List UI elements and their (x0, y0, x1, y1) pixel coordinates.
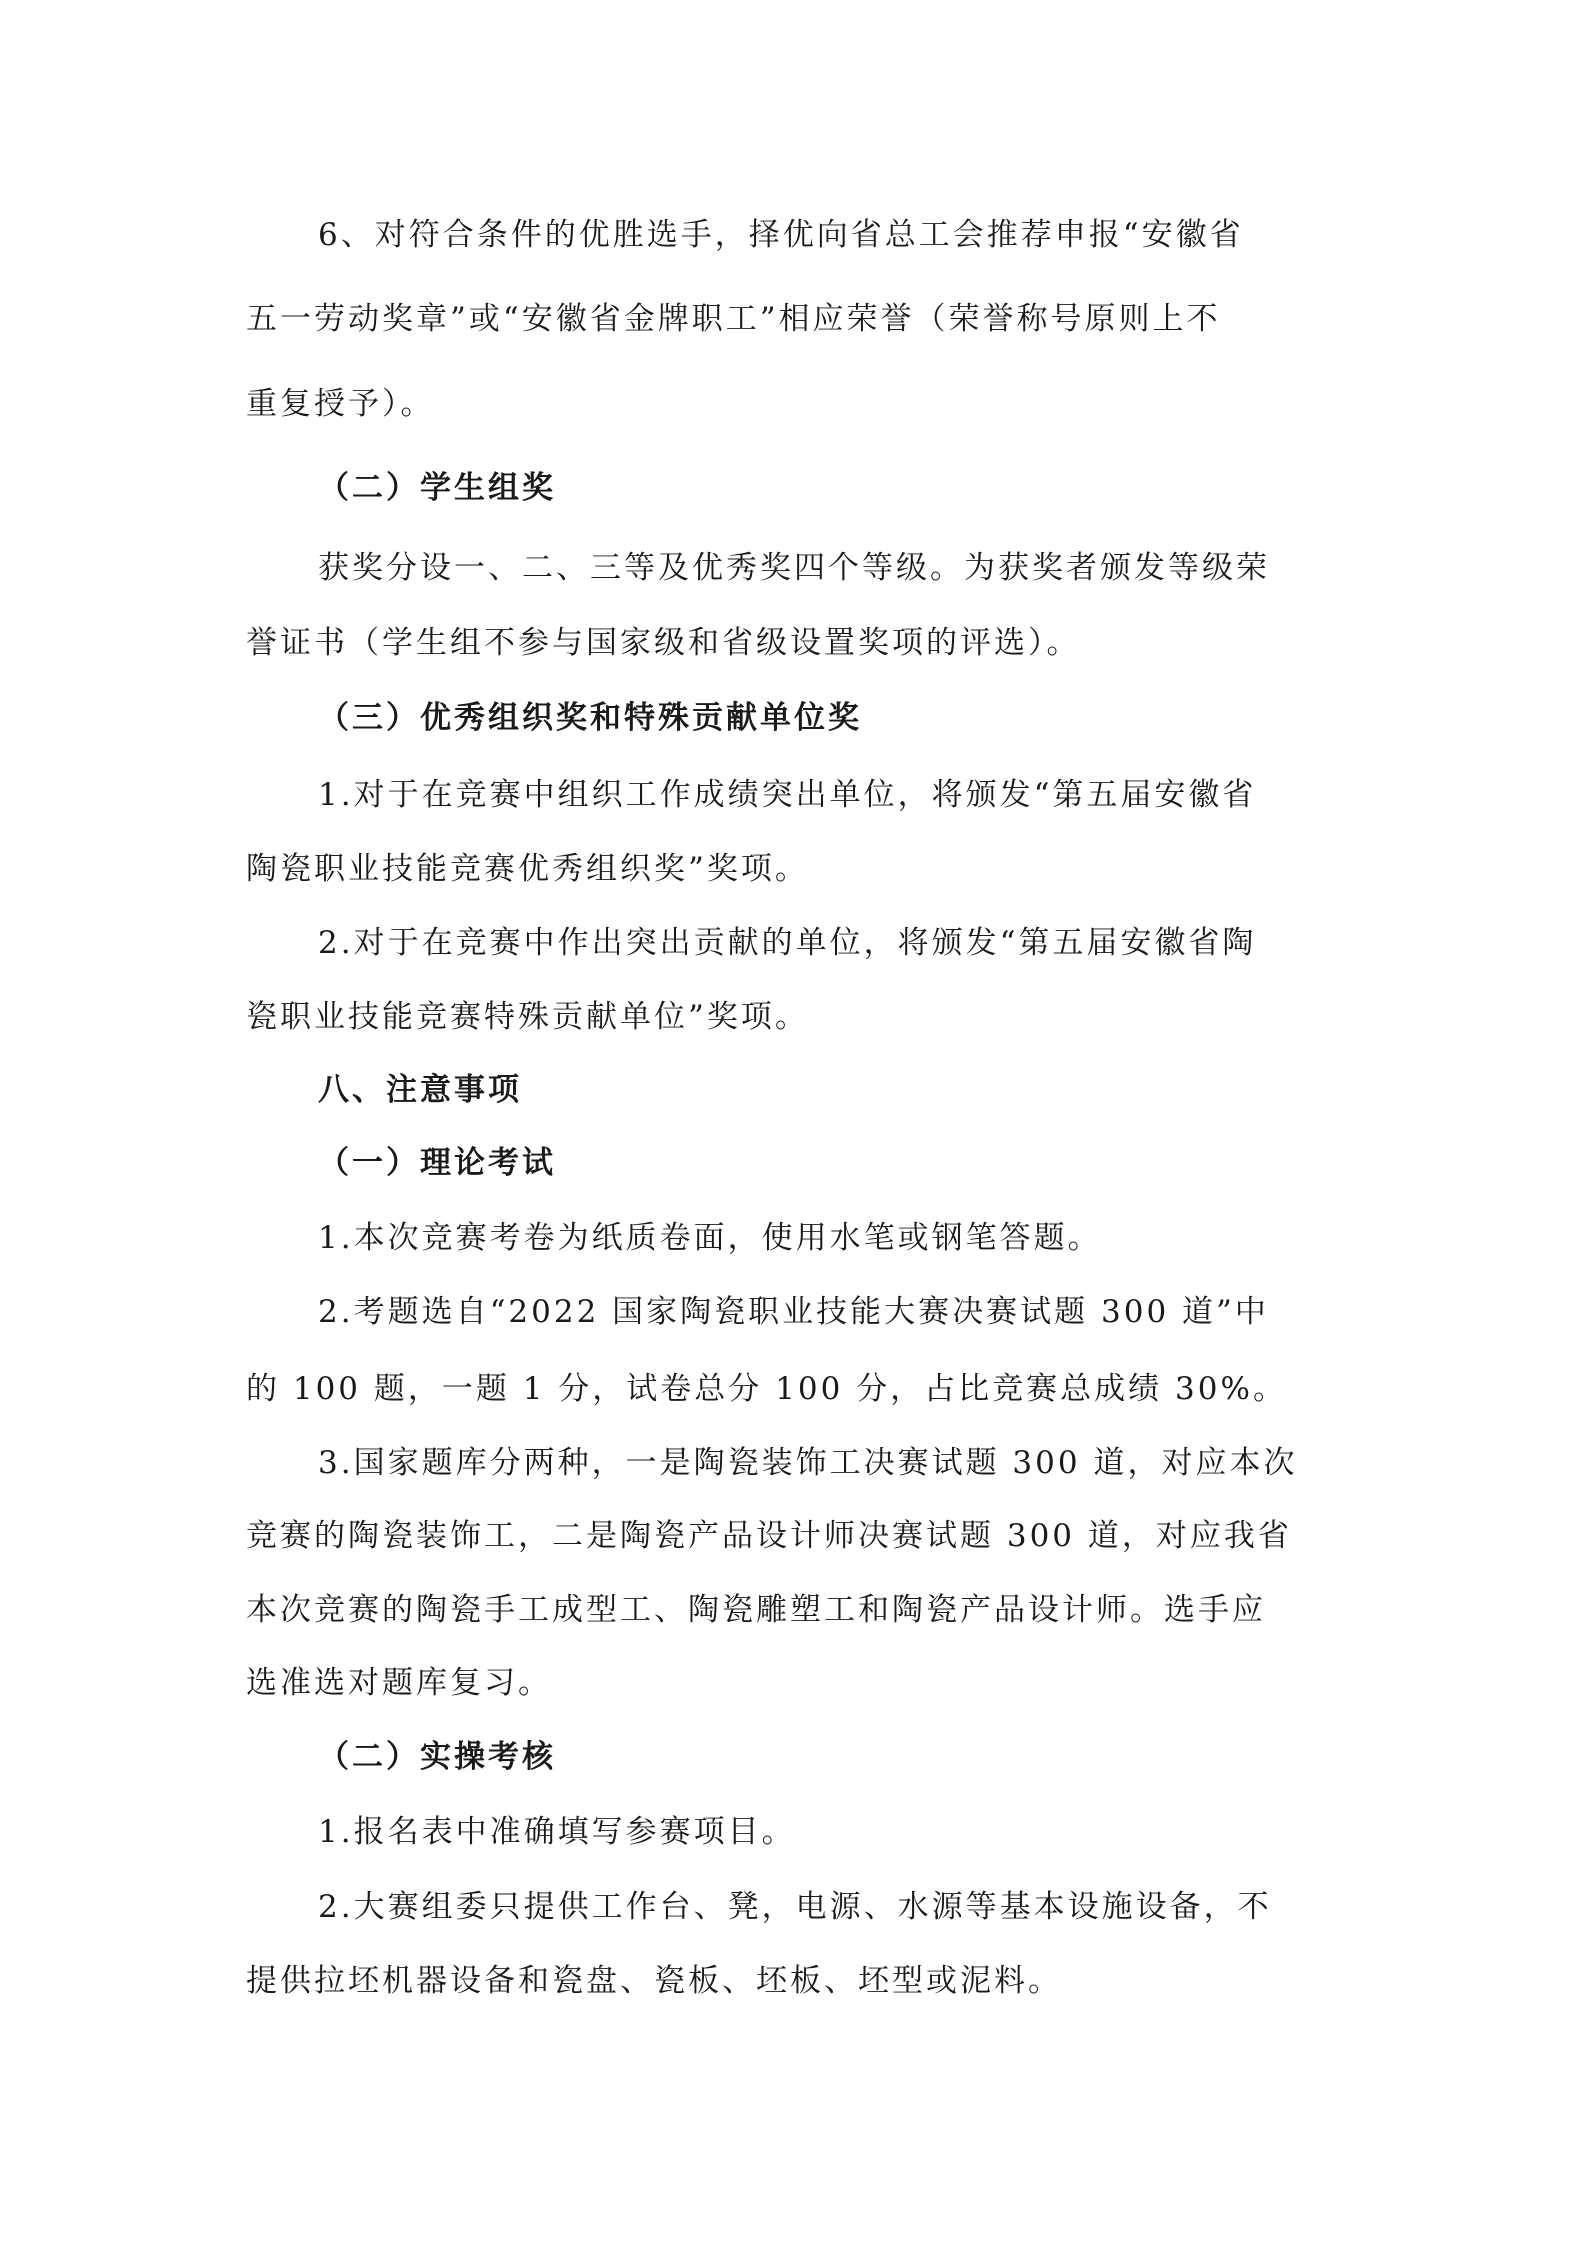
practice-2-line-2: 提供拉坯机器设备和瓷盘、瓷板、坯板、坯型或泥料。 (246, 1963, 1062, 1999)
theory-2-line-1: 2.考题选自“2022 国家陶瓷职业技能大赛决赛试题 300 道”中 (318, 1294, 1269, 1330)
theory-3-line-4: 选准选对题库复习。 (246, 1665, 552, 1701)
practice-2-line-1: 2.大赛组委只提供工作台、凳，电源、水源等基本设施设备，不 (318, 1889, 1272, 1925)
heading-notes: 八、注意事项 (318, 1072, 522, 1108)
heading-organization-award: （三）优秀组织奖和特殊贡献单位奖 (318, 700, 862, 736)
org-award-2-line-2: 瓷职业技能竞赛特殊贡献单位”奖项。 (246, 999, 809, 1035)
practice-1: 1.报名表中准确填写参赛项目。 (318, 1814, 796, 1850)
heading-student-award: （二）学生组奖 (318, 470, 556, 506)
heading-theory-exam: （一）理论考试 (318, 1145, 556, 1181)
paragraph-6-line-1: 6、对符合条件的优胜选手，择优向省总工会推荐申报“安徽省 (318, 217, 1244, 253)
theory-3-line-1: 3.国家题库分两种，一是陶瓷装饰工决赛试题 300 道，对应本次 (318, 1445, 1298, 1481)
theory-1: 1.本次竞赛考卷为纸质卷面，使用水笔或钢笔答题。 (318, 1220, 1102, 1256)
student-award-line-1: 获奖分设一、二、三等及优秀奖四个等级。为获奖者颁发等级荣 (318, 550, 1270, 586)
org-award-1-line-1: 1.对于在竞赛中组织工作成绩突出单位，将颁发“第五届安徽省 (318, 777, 1257, 813)
student-award-line-2: 誉证书（学生组不参与国家级和省级设置奖项的评选）。 (246, 625, 1081, 661)
paragraph-6-line-2: 五一劳动奖章”或“安徽省金牌职工”相应荣誉（荣誉称号原则上不 (246, 301, 1221, 337)
theory-2-line-2: 的 100 题，一题 1 分，试卷总分 100 分，占比竞赛总成绩 30%。 (246, 1371, 1287, 1407)
paragraph-6-line-3: 重复授予）。 (246, 386, 435, 422)
theory-3-line-2: 竞赛的陶瓷装饰工，二是陶瓷产品设计师决赛试题 300 道，对应我省 (246, 1518, 1292, 1554)
org-award-1-line-2: 陶瓷职业技能竞赛优秀组织奖”奖项。 (246, 851, 809, 887)
org-award-2-line-1: 2.对于在竞赛中作出突出贡献的单位，将颁发“第五届安徽省陶 (318, 925, 1257, 961)
heading-practical-exam: （二）实操考核 (318, 1739, 556, 1775)
theory-3-line-3: 本次竞赛的陶瓷手工成型工、陶瓷雕塑工和陶瓷产品设计师。选手应 (246, 1592, 1266, 1628)
